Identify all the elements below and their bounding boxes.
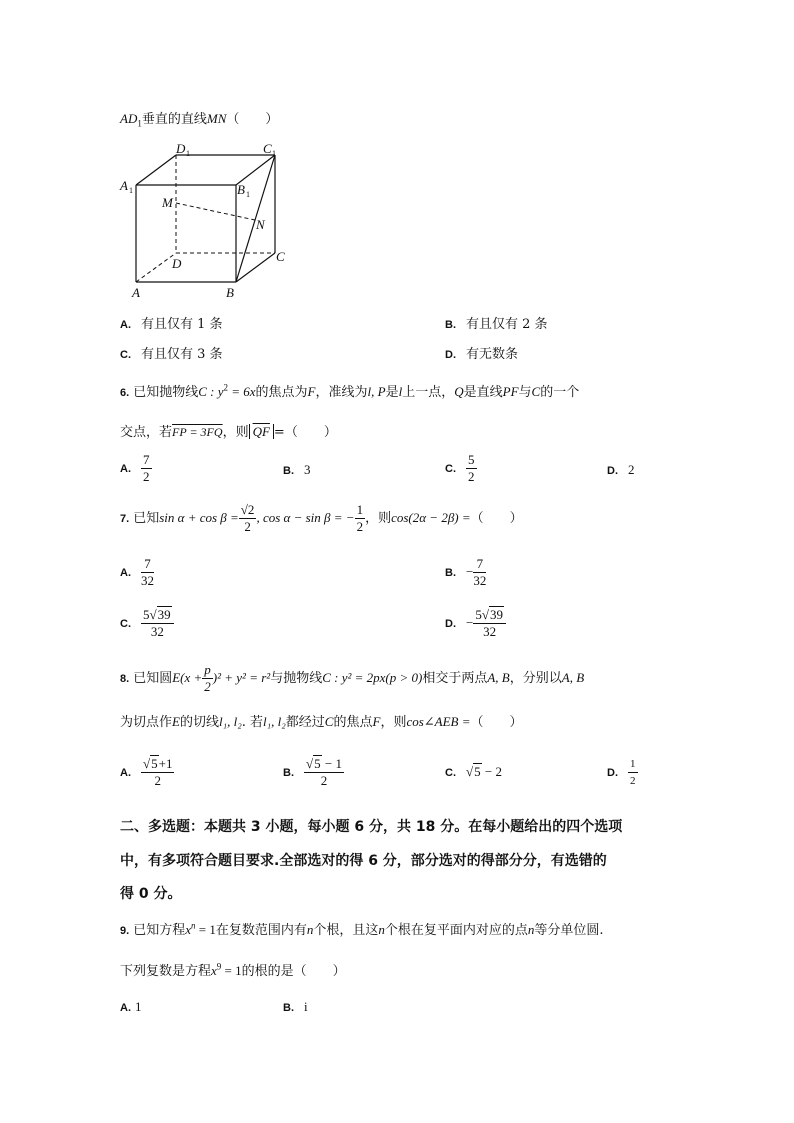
label-a1: A: [120, 178, 128, 193]
cube-figure: [118, 140, 298, 300]
section2-line3: 得 0 分。: [120, 886, 182, 902]
q5-stem: [120, 108, 278, 129]
q5-ad-sub: 1: [137, 118, 142, 129]
q6-line2: 交点，若FP = 3FQ，则 $\overline{QF}$ =（ ）: [120, 424, 337, 440]
q7-option-c: C. $\frac{5√39}{32}$: [120, 607, 174, 640]
q5-option-a: A. 有且仅有 1 条: [120, 317, 223, 332]
section2-line2: 中，有多项符合题目要求.全部选对的得 6 分，部分选对的得部分分，有选错的: [120, 853, 607, 869]
label-b1: B: [237, 182, 245, 197]
svg-text:1: 1: [272, 149, 276, 158]
q9-option-a: A. 1: [120, 999, 142, 1014]
label-d: D: [172, 256, 182, 271]
q6-option-a: A. $\frac{7}{2}$: [120, 452, 150, 484]
label-a: A: [132, 285, 140, 300]
label-d1: D: [176, 141, 186, 156]
q7-option-b: B. − $\frac{7}{32}$: [445, 556, 487, 588]
vector-equation: FP = 3FQ: [172, 425, 223, 439]
q6-option-b: B. 3: [283, 462, 311, 477]
q8-line2: 为切点作E的切线l₁, l₂. 若l₁, l₂都经过C的焦点F，则cos∠AEB =（ ）: [120, 714, 523, 730]
q7-option-a: A. $\frac{7}{32}$: [120, 556, 154, 588]
label-m: M: [162, 195, 173, 210]
edge-b1-c1: [236, 155, 275, 185]
q7-option-d: D. − $\frac{5√39}{32}$: [445, 607, 506, 640]
q6-option-c: C. $\frac{5}{2}$: [445, 452, 475, 484]
q5-paren: （ ）: [226, 112, 279, 127]
q8-option-b: B. $\frac{√5 - 1}{2}$: [283, 756, 342, 788]
q5-stem-text: 垂直的直线: [141, 112, 207, 127]
label-b: B: [226, 285, 234, 300]
edge-a1-d1: [136, 155, 176, 185]
svg-text:1: 1: [129, 186, 133, 195]
q6-line1: 6. 已知抛物线C : $y^2 = 6x$的焦点为F，准线为l, P是l上一点，Q是直线PF与C的一个: [120, 382, 580, 400]
q8-option-c: C. √5 − 2: [445, 764, 502, 779]
segment-mn: [176, 203, 255, 220]
section2-line1: 二、多选题：本题共 3 小题，每小题 6 分，共 18 分。在每小题给出的四个选项: [120, 819, 623, 835]
svg-text:1: 1: [186, 149, 190, 158]
q8-option-d: D. $\frac{1}{2}$: [607, 758, 636, 787]
q5-option-d: D. 有无数条: [445, 347, 519, 362]
svg-text:1: 1: [246, 190, 250, 199]
q8-line1: 8. 已知圆E(x + $\frac{p}{2}$ )² + y² = r²与抛物线C : y² = 2px(p > 0)相交于两点A, B，分别以A, B: [120, 662, 585, 694]
q6-option-d: D. 2: [607, 462, 635, 477]
label-c1: C: [263, 141, 272, 156]
q7-stem: 7. 已知sin α + cos β = $\frac{√2}{2}$ , cos α − sin β = − $\frac{1}{2}$ ，则cos(2α − 2β) =（ ）: [120, 502, 523, 534]
q9-option-b: B. i: [283, 999, 308, 1014]
label-n: N: [256, 217, 265, 232]
q9-line2: 下列复数是方程$x^9 = 1$的根的是（ ）: [120, 961, 346, 979]
edge-a-d: [136, 253, 176, 282]
q5-ad: AD: [120, 111, 138, 126]
q5-option-c: C. 有且仅有 3 条: [120, 347, 223, 362]
label-c: C: [276, 249, 285, 264]
edge-b-c: [236, 253, 275, 282]
q5-mn: MN: [206, 111, 227, 126]
q8-option-a: A. $\frac{√5+1}{2}$: [120, 756, 173, 788]
abs-qf: $\overline{QF}$: [249, 424, 274, 439]
q5-option-b: B. 有且仅有 2 条: [445, 317, 548, 332]
q9-line1: 9. 已知方程$x^n = 1$在复数范围内有n个根，且这n个根在复平面内对应的点n等分单位圆.: [120, 920, 604, 938]
